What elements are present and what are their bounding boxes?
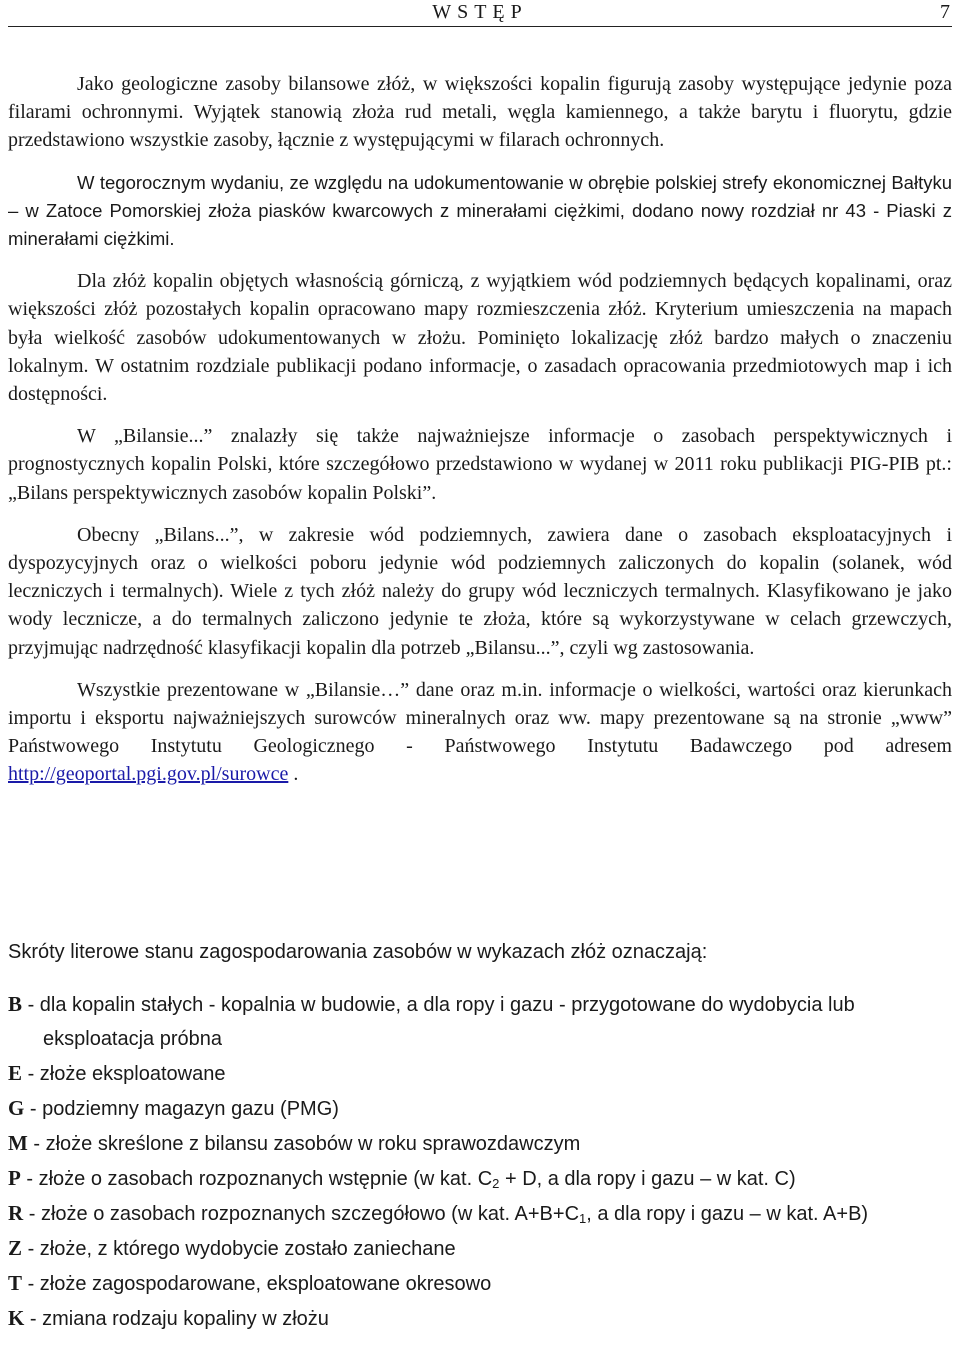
website-text: Wszystkie prezentowane w „Bilansie…” dane oraz m.in. informacje o wielkości, wartości oraz kierunkach importu i eksportu najważniejszych surowców mineralnych oraz ww. mapy prezentowane są na stronie „www” Państwowego Instytutu Geologicznego - Państwowego Instytutu Badawczego pod adresem	[8, 678, 952, 758]
paragraph-resources: Jako geologiczne zasoby bilansowe złóż, w większości kopalin figurują zasoby występujące jedynie poza filarami ochronnymi. Wyjątek stanowią złoża rud metali, węgla kamiennego, a także barytu i fluorytu, gdzie przedstawiono wszystkie zasoby, łącznie z występującymi w filarach ochronnych.	[8, 73, 952, 152]
abbreviation-description: - złoże skreślone z bilansu zasobów w roku sprawozdawczym	[27, 1133, 581, 1155]
abbreviation-item-p	[8, 1161, 952, 1196]
abbreviation-code: G	[8, 1096, 25, 1120]
abbreviation-description: - złoże o zasobach rozpoznanych wstępnie (w kat. C	[20, 1168, 493, 1190]
abbreviation-code: M	[8, 1131, 28, 1155]
abbreviation-code: K	[8, 1306, 25, 1330]
website-text-end: .	[293, 763, 299, 786]
paragraph-baltic: W tegorocznym wydaniu, ze względu na udokumentowanie w obrębie polskiej strefy ekonomicznej Bałtyku – w Zatoce Pomorskiej złoża piasków kwarcowych z minerałami ciężkimi, dodano nowy rozdział nr 43 - Piaski z minerałami ciężkimi.	[8, 171, 952, 250]
abbreviations-heading: Skróty literowe stanu zagospodarowania zasobów w wykazach złóż oznaczają:	[8, 941, 708, 963]
abbreviation-description: - złoże zagospodarowane, eksploatowane okresowo	[22, 1273, 492, 1295]
category-subscript: 1	[579, 1211, 587, 1226]
paragraph-prospective: W „Bilansie...” znalazły się także najważniejsze informacje o zasobach perspektywicznych i prognostycznych kopalin Polski, które szczegółowo przedstawiono w wydanej w 2011 roku publikacji PIG-PIB pt.: „Bilans perspektywicznych zasobów kopalin Polski”.	[8, 425, 952, 504]
chapter-title: WSTĘP	[432, 1, 528, 23]
abbreviation-code: E	[8, 1061, 23, 1085]
introduction-text	[8, 70, 952, 803]
abbreviations-list	[8, 987, 952, 1336]
abbreviation-item-t	[8, 1266, 952, 1301]
paragraph-groundwater: Obecny „Bilans...”, w zakresie wód podziemnych, zawiera dane o zasobach eksploatacyjnych i dyspozycyjnych oraz o wielkości poboru jedynie wód podziemnych zaliczonych do kopalin (solanek, wód leczniczych i termalnych). Wiele z tych złóż należy do grupy wód leczniczych termalnych. Klasyfikowano je jako wody lecznicze, a do termalnych zaliczono jedynie te złoża, które są wykorzystywane w celach grzewczych, przyjmując nadrzędność klasyfikacji kopalin dla potrzeb „Bilansu...”, czyli wg zastosowania.	[8, 523, 952, 659]
abbreviation-description: - złoże eksploatowane	[22, 1063, 226, 1085]
category-subscript: 2	[492, 1176, 500, 1191]
abbreviation-code: P	[8, 1166, 21, 1190]
abbreviation-description: - złoże o zasobach rozpoznanych szczegółowo (w kat. A+B+C	[23, 1203, 580, 1225]
geoportal-link[interactable]: http://geoportal.pgi.gov.pl/surowce	[8, 763, 289, 786]
abbreviation-description-cont: + D, a dla ropy i gazu – w kat. C)	[499, 1168, 796, 1190]
paragraph-maps: Dla złóż kopalin objętych własnością górniczą, z wyjątkiem wód podziemnych będących kopalinami, oraz większości złóż pozostałych kopalin opracowano mapy rozmieszczenia złóż. Kryterium umieszczenia na mapach była wielkość zasobów udokumentowanych w złożu. Pominięto lokalizację złóż bardzo małych o znaczeniu lokalnym. W ostatnim rozdziale publikacji podano informacje, o zasadach opracowania przedmiotowych map i ich dostępności.	[8, 270, 952, 406]
abbreviation-code: T	[8, 1271, 23, 1295]
abbreviation-description: - dla kopalin stałych - kopalnia w budowie, a dla ropy i gazu - przygotowane do wydobycia lub eksploatacja próbna	[22, 994, 855, 1050]
abbreviation-item-k	[8, 1301, 952, 1336]
abbreviation-description: - podziemny magazyn gazu (PMG)	[24, 1098, 339, 1120]
abbreviation-item-r	[8, 1196, 952, 1231]
abbreviation-item-m	[8, 1126, 952, 1161]
abbreviation-code: B	[8, 992, 23, 1016]
abbreviation-item-z	[8, 1231, 952, 1266]
page-number: 7	[940, 1, 950, 23]
paragraph-website	[8, 676, 952, 789]
page-header	[8, 0, 952, 27]
abbreviation-description: - złoże, z którego wydobycie zostało zaniechane	[22, 1238, 456, 1260]
abbreviation-item-e	[8, 1056, 952, 1091]
abbreviation-code: Z	[8, 1236, 23, 1260]
abbreviation-code: R	[8, 1201, 24, 1225]
abbreviation-item-b	[8, 987, 952, 1056]
abbreviation-description-cont: , a dla ropy i gazu – w kat. A+B)	[586, 1203, 869, 1225]
abbreviation-item-g	[8, 1091, 952, 1126]
abbreviation-description: - zmiana rodzaju kopaliny w złożu	[24, 1308, 329, 1330]
